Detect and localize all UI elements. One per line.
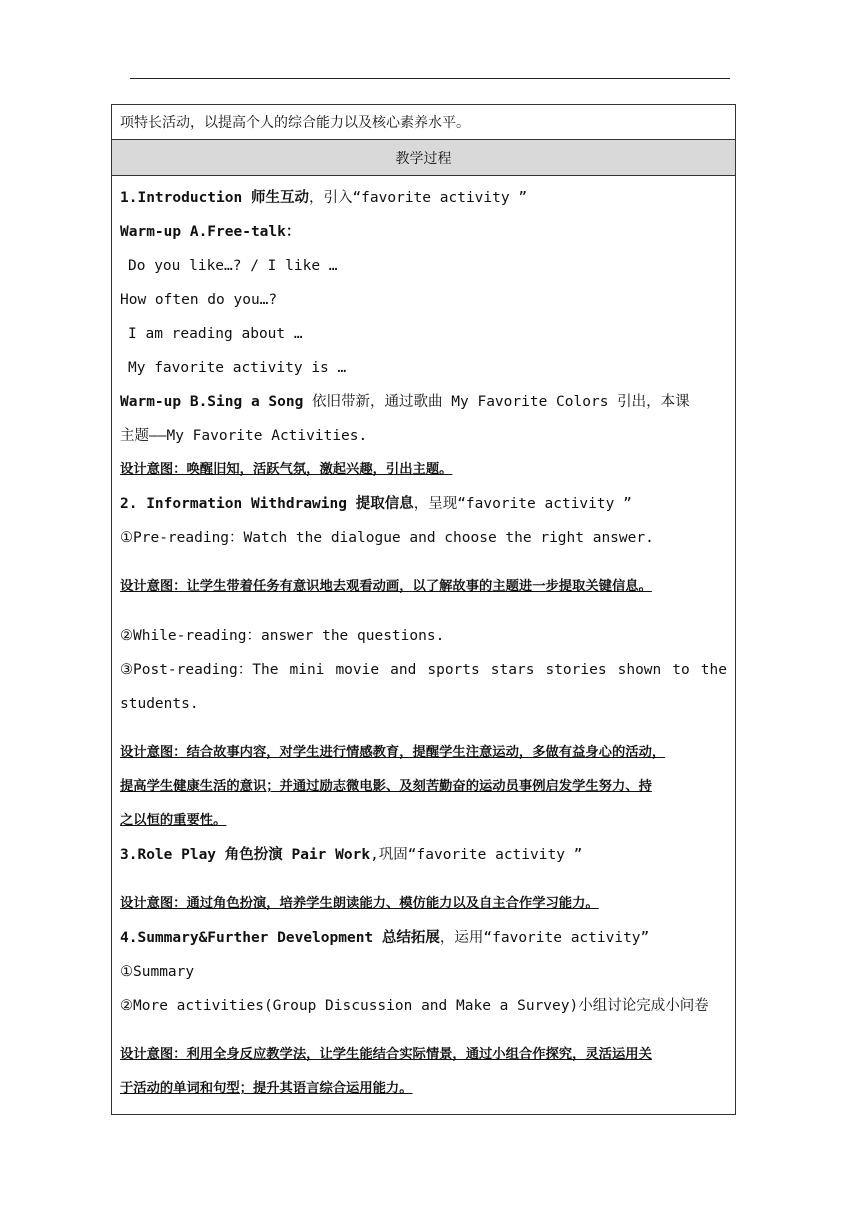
section-header (112, 140, 735, 176)
dialogue-line: Do you like…? / I like … (128, 258, 338, 274)
summary-item: ①Summary (120, 964, 195, 980)
dialogue-line: My favorite activity is … (128, 360, 347, 376)
warmup-b: Warm-up B.Sing a Song 依旧带新，通过歌曲 My Favorite Colors 引出，本课 (120, 394, 690, 410)
warmup-b-continued: 主题——My Favorite Activities. (120, 428, 368, 444)
step3-title: 3.Role Play 角色扮演 Pair Work,巩固“favorite activity ” (120, 847, 583, 863)
design-intent-note: 设计意图：利用全身反应教学法，让学生能结合实际情景，通过小组合作探究，灵活运用关 (120, 1047, 652, 1062)
header-rule (130, 78, 730, 79)
design-intent-note: 之以恒的重要性。 (120, 813, 227, 828)
step1-title: 1.Introduction 师生互动，引入“favorite activity ” (120, 190, 528, 206)
step4-title: 4.Summary&Further Development 总结拓展，运用“favorite activity” (120, 930, 650, 946)
design-intent-note: 设计意图：唤醒旧知，活跃气氛，激起兴趣，引出主题。 (120, 462, 453, 477)
design-intent-note: 设计意图：通过角色扮演，培养学生朗读能力、模仿能力以及自主合作学习能力。 (120, 896, 599, 911)
section-header-label: 教学过程 (395, 150, 452, 167)
lesson-plan-table (111, 104, 736, 1115)
top-text: 项特长活动，以提高个人的综合能力以及核心素养水平。 (120, 115, 470, 131)
teaching-process-cell (112, 176, 735, 1114)
pre-reading: ①Pre-reading：Watch the dialogue and choose the right answer. (120, 530, 654, 546)
design-intent-note: 于活动的单词和句型；提升其语言综合运用能力。 (120, 1081, 413, 1096)
while-reading: ②While-reading：answer the questions. (120, 628, 445, 644)
design-intent-note: 设计意图：结合故事内容，对学生进行情感教育，提醒学生注意运动，多做有益身心的活动， (120, 745, 666, 760)
design-intent-note: 设计意图：让学生带着任务有意识地去观看动画，以了解故事的主题进一步提取关键信息。 (120, 579, 652, 594)
step2-title: 2. Information Withdrawing 提取信息，呈现“favorite activity ” (120, 496, 632, 512)
warmup-a: Warm-up A.Free-talk： (120, 224, 301, 240)
more-activities-item: ②More activities(Group Discussion and Make a Survey)小组讨论完成小问卷 (120, 998, 709, 1014)
post-reading-continued: students. (120, 696, 199, 712)
design-intent-note: 提高学生健康生活的意识；并通过励志微电影、及刻苦勤奋的运动员事例启发学生努力、持 (120, 779, 652, 794)
post-reading: ③Post-reading：The mini movie and sports stars stories shown to the (120, 662, 727, 678)
dialogue-line: How often do you…? (120, 292, 278, 308)
table-top-row (112, 105, 735, 140)
dialogue-line: I am reading about … (128, 326, 303, 342)
